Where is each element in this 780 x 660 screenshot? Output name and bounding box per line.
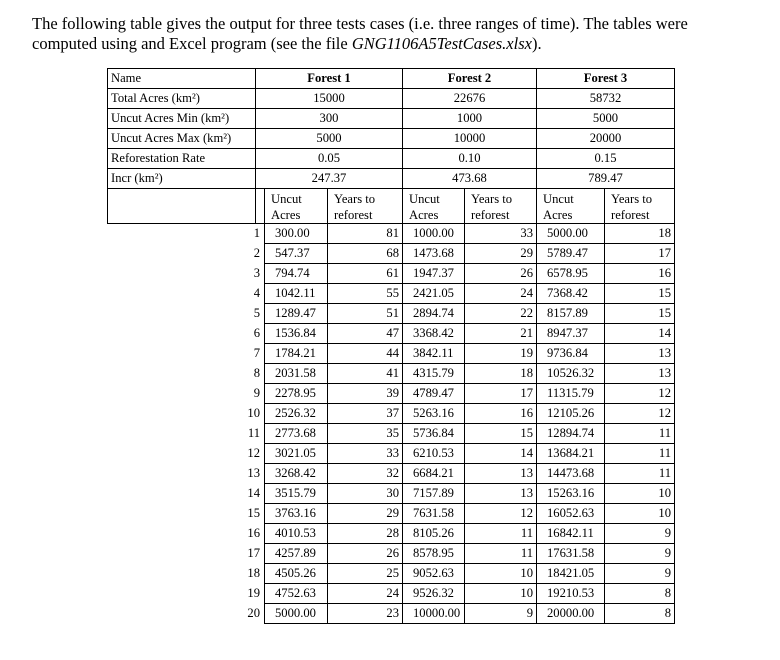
forest-1-param-value: 247.37 bbox=[256, 169, 403, 189]
forest-1-years: 32 bbox=[328, 464, 403, 484]
forest-1-uncut-acres: 3763.16 bbox=[265, 504, 328, 524]
forest-2-years: 24 bbox=[465, 284, 537, 304]
forest-1-years: 24 bbox=[328, 584, 403, 604]
forest-3-param-value: 58732 bbox=[537, 89, 675, 109]
table-row bbox=[108, 264, 675, 284]
subheader-section bbox=[108, 189, 675, 224]
table-row bbox=[108, 244, 675, 264]
forest-3-years: 10 bbox=[605, 504, 675, 524]
table-row bbox=[108, 324, 675, 344]
forest-3-years: 8 bbox=[605, 584, 675, 604]
row-index: 3 bbox=[253, 266, 260, 280]
forest-1-uncut-acres: 4752.63 bbox=[265, 584, 328, 604]
forest-2-years: 13 bbox=[465, 464, 537, 484]
forest-2-uncut-acres: 3368.42 bbox=[403, 324, 465, 344]
forest-1-uncut-acres: 547.37 bbox=[265, 244, 328, 264]
forest-3-uncut-acres-header: Uncut Acres bbox=[537, 189, 605, 224]
forest-3-uncut-acres: 14473.68 bbox=[537, 464, 605, 484]
forest-2-years: 11 bbox=[465, 544, 537, 564]
forest-3-years: 17 bbox=[605, 244, 675, 264]
forest-3-uncut-acres: 19210.53 bbox=[537, 584, 605, 604]
forest-3-years: 9 bbox=[605, 564, 675, 584]
forest-2-years: 29 bbox=[465, 244, 537, 264]
forest-2-years: 9 bbox=[465, 604, 537, 624]
table-row bbox=[108, 304, 675, 324]
forest-1-uncut-acres: 3021.05 bbox=[265, 444, 328, 464]
table-row bbox=[108, 564, 675, 584]
forest-1-uncut-acres: 2773.68 bbox=[265, 424, 328, 444]
forest-1-uncut-acres: 4257.89 bbox=[265, 544, 328, 564]
forest-1-years: 55 bbox=[328, 284, 403, 304]
forest-3-years: 11 bbox=[605, 424, 675, 444]
table-row bbox=[108, 284, 675, 304]
param-label: Uncut Acres Min (km²) bbox=[108, 109, 256, 129]
forest-1-years: 51 bbox=[328, 304, 403, 324]
forest-2-uncut-acres: 2894.74 bbox=[403, 304, 465, 324]
forest-3-years: 16 bbox=[605, 264, 675, 284]
forest-1-years: 41 bbox=[328, 364, 403, 384]
forest-3-param-value: 789.47 bbox=[537, 169, 675, 189]
forest-3-years: 14 bbox=[605, 324, 675, 344]
forest-2-years: 16 bbox=[465, 404, 537, 424]
forest-3-years: 9 bbox=[605, 524, 675, 544]
subheader-index-blank bbox=[256, 189, 265, 224]
forest-1-years: 30 bbox=[328, 484, 403, 504]
forest-2-years: 10 bbox=[465, 564, 537, 584]
parameter-section bbox=[108, 69, 675, 189]
forest-2-years: 14 bbox=[465, 444, 537, 464]
filename: GNG1106A5TestCases.xlsx bbox=[351, 34, 532, 53]
forest-2-years: 15 bbox=[465, 424, 537, 444]
forest-1-uncut-acres-header: Uncut Acres bbox=[265, 189, 328, 224]
forest-3-years: 12 bbox=[605, 404, 675, 424]
forest-2-years: 12 bbox=[465, 504, 537, 524]
forest-1-years: 61 bbox=[328, 264, 403, 284]
forest-3-years: 11 bbox=[605, 464, 675, 484]
forest-2-uncut-acres: 5263.16 bbox=[403, 404, 465, 424]
forest-1-years: 47 bbox=[328, 324, 403, 344]
forest-2-uncut-acres: 2421.05 bbox=[403, 284, 465, 304]
row-index: 4 bbox=[253, 286, 260, 300]
forest-2-years: 22 bbox=[465, 304, 537, 324]
row-index: 1 bbox=[253, 226, 260, 241]
forest-3-uncut-acres: 9736.84 bbox=[537, 344, 605, 364]
forest-2-uncut-acres: 1000.00 bbox=[403, 224, 465, 244]
forest-1-years: 81 bbox=[328, 224, 403, 244]
forest-2-uncut-acres: 10000.00 bbox=[403, 604, 465, 624]
forest-3-years: 15 bbox=[605, 304, 675, 324]
forest-2-years: 19 bbox=[465, 344, 537, 364]
forest-3-uncut-acres: 17631.58 bbox=[537, 544, 605, 564]
forest-2-years: 26 bbox=[465, 264, 537, 284]
forest-1-years: 26 bbox=[328, 544, 403, 564]
param-label: Reforestation Rate bbox=[108, 149, 256, 169]
param-row bbox=[108, 89, 675, 109]
forest-3-uncut-acres: 11315.79 bbox=[537, 384, 605, 404]
forest-2-uncut-acres: 1473.68 bbox=[403, 244, 465, 264]
forest-3-param-value: 0.15 bbox=[537, 149, 675, 169]
forest-1-years: 39 bbox=[328, 384, 403, 404]
forest-2-uncut-acres: 5736.84 bbox=[403, 424, 465, 444]
forest-1-param-value: 300 bbox=[256, 109, 403, 129]
forest-3-years: 8 bbox=[605, 604, 675, 624]
forest-2-param-value: 473.68 bbox=[403, 169, 537, 189]
forest-1-uncut-acres: 1289.47 bbox=[265, 304, 328, 324]
forest-1-years: 29 bbox=[328, 504, 403, 524]
forest-1-uncut-acres: 3268.42 bbox=[265, 464, 328, 484]
forest-3-years: 18 bbox=[605, 224, 675, 244]
param-label: Uncut Acres Max (km²) bbox=[108, 129, 256, 149]
param-row bbox=[108, 169, 675, 189]
forest-3-uncut-acres: 10526.32 bbox=[537, 364, 605, 384]
forest-1-param-value: 5000 bbox=[256, 129, 403, 149]
forest-1-years: 28 bbox=[328, 524, 403, 544]
forest-3-years: 15 bbox=[605, 284, 675, 304]
table-row bbox=[108, 224, 675, 244]
forest-2-years: 11 bbox=[465, 524, 537, 544]
forest-2-uncut-acres: 6684.21 bbox=[403, 464, 465, 484]
forest-3-years: 13 bbox=[605, 344, 675, 364]
forest-1-uncut-acres: 2526.32 bbox=[265, 404, 328, 424]
forest-2-param-value: 10000 bbox=[403, 129, 537, 149]
forest-2-uncut-acres: 4789.47 bbox=[403, 384, 465, 404]
forest-3-years: 13 bbox=[605, 364, 675, 384]
forest-3-uncut-acres: 15263.16 bbox=[537, 484, 605, 504]
forest-3-years-header: Years to reforest bbox=[605, 189, 675, 224]
forest-3-uncut-acres: 16052.63 bbox=[537, 504, 605, 524]
subheader-row bbox=[108, 189, 675, 224]
forest-1-uncut-acres: 2278.95 bbox=[265, 384, 328, 404]
forest-3-uncut-acres: 5000.00 bbox=[537, 224, 605, 244]
forest-1-uncut-acres: 4505.26 bbox=[265, 564, 328, 584]
param-row bbox=[108, 149, 675, 169]
forest-1-years: 68 bbox=[328, 244, 403, 264]
forest-3-uncut-acres: 13684.21 bbox=[537, 444, 605, 464]
row-index: 7 bbox=[253, 346, 260, 360]
forest-2-uncut-acres: 6210.53 bbox=[403, 444, 465, 464]
forest-3-param-value: 5000 bbox=[537, 109, 675, 129]
forest-3-uncut-acres: 12105.26 bbox=[537, 404, 605, 424]
forest-3-uncut-acres: 18421.05 bbox=[537, 564, 605, 584]
subheader-blank bbox=[108, 189, 256, 224]
table-row bbox=[108, 444, 675, 464]
table-row bbox=[108, 504, 675, 524]
row-index: 2 bbox=[253, 246, 260, 260]
param-label: Total Acres (km²) bbox=[108, 89, 256, 109]
row-index: 16 bbox=[247, 526, 260, 540]
param-label: Incr (km²) bbox=[108, 169, 256, 189]
forest-3-uncut-acres: 5789.47 bbox=[537, 244, 605, 264]
forest-1-uncut-acres: 1042.11 bbox=[265, 284, 328, 304]
forest-1-uncut-acres: 3515.79 bbox=[265, 484, 328, 504]
forest-3-uncut-acres: 6578.95 bbox=[537, 264, 605, 284]
forest-2-years-header: Years to reforest bbox=[465, 189, 537, 224]
row-index: 10 bbox=[247, 406, 260, 420]
forest-1-uncut-acres: 1536.84 bbox=[265, 324, 328, 344]
forest-2-uncut-acres: 8105.26 bbox=[403, 524, 465, 544]
results-table bbox=[107, 68, 675, 624]
forest-1-uncut-acres: 1784.21 bbox=[265, 344, 328, 364]
forest-1-years: 44 bbox=[328, 344, 403, 364]
name-header: Name bbox=[108, 69, 256, 89]
row-index: 6 bbox=[253, 326, 260, 340]
table-row bbox=[108, 424, 675, 444]
forest-2-uncut-acres: 7631.58 bbox=[403, 504, 465, 524]
table-row bbox=[108, 604, 675, 624]
row-index: 12 bbox=[247, 446, 260, 460]
forest-1-param-value: 15000 bbox=[256, 89, 403, 109]
row-index: 8 bbox=[253, 366, 260, 380]
forest-2-param-value: 0.10 bbox=[403, 149, 537, 169]
row-index: 11 bbox=[247, 426, 260, 440]
forest-2-header: Forest 2 bbox=[403, 69, 537, 89]
forest-3-years: 11 bbox=[605, 444, 675, 464]
table-row bbox=[108, 544, 675, 564]
table-row bbox=[108, 344, 675, 364]
forest-2-param-value: 22676 bbox=[403, 89, 537, 109]
table-row bbox=[108, 384, 675, 404]
forest-3-years: 12 bbox=[605, 384, 675, 404]
forest-3-years: 9 bbox=[605, 544, 675, 564]
forest-1-years-header: Years to reforest bbox=[328, 189, 403, 224]
forest-2-uncut-acres: 4315.79 bbox=[403, 364, 465, 384]
forest-2-years: 21 bbox=[465, 324, 537, 344]
forest-2-years: 17 bbox=[465, 384, 537, 404]
forest-1-years: 25 bbox=[328, 564, 403, 584]
forest-1-uncut-acres: 300.00 bbox=[265, 224, 328, 244]
table-row bbox=[108, 584, 675, 604]
intro-line-1: The following table gives the output for three tests cases (i.e. three ranges of time). The tables were bbox=[32, 14, 688, 33]
table-row bbox=[108, 524, 675, 544]
forest-2-years: 33 bbox=[465, 224, 537, 244]
forest-2-uncut-acres: 9526.32 bbox=[403, 584, 465, 604]
intro-paragraph bbox=[32, 14, 752, 54]
forest-3-param-value: 20000 bbox=[537, 129, 675, 149]
row-index: 20 bbox=[247, 606, 260, 620]
forest-1-uncut-acres: 2031.58 bbox=[265, 364, 328, 384]
row-index: 14 bbox=[247, 486, 260, 500]
row-index: 19 bbox=[247, 586, 260, 600]
forest-1-uncut-acres: 5000.00 bbox=[265, 604, 328, 624]
forest-2-uncut-acres: 3842.11 bbox=[403, 344, 465, 364]
forest-3-uncut-acres: 16842.11 bbox=[537, 524, 605, 544]
forest-3-uncut-acres: 20000.00 bbox=[537, 604, 605, 624]
intro-line-2-suffix: ). bbox=[531, 34, 542, 53]
row-index: 15 bbox=[247, 506, 260, 520]
forest-2-years: 10 bbox=[465, 584, 537, 604]
forest-2-uncut-acres-header: Uncut Acres bbox=[403, 189, 465, 224]
forest-2-uncut-acres: 9052.63 bbox=[403, 564, 465, 584]
forest-2-uncut-acres: 8578.95 bbox=[403, 544, 465, 564]
forest-1-uncut-acres: 794.74 bbox=[265, 264, 328, 284]
forest-1-years: 35 bbox=[328, 424, 403, 444]
param-row bbox=[108, 129, 675, 149]
row-index: 5 bbox=[253, 306, 260, 320]
forest-1-years: 37 bbox=[328, 404, 403, 424]
table-row bbox=[108, 404, 675, 424]
results-section bbox=[108, 224, 675, 624]
row-index: 17 bbox=[247, 546, 260, 560]
table-row bbox=[108, 484, 675, 504]
forest-1-param-value: 0.05 bbox=[256, 149, 403, 169]
row-index: 9 bbox=[253, 386, 260, 400]
forest-1-years: 33 bbox=[328, 444, 403, 464]
intro-line-2-prefix: computed using and Excel program (see the file bbox=[32, 34, 352, 53]
forest-2-years: 13 bbox=[465, 484, 537, 504]
forest-3-years: 10 bbox=[605, 484, 675, 504]
forest-1-uncut-acres: 4010.53 bbox=[265, 524, 328, 544]
forest-2-param-value: 1000 bbox=[403, 109, 537, 129]
forest-3-uncut-acres: 8947.37 bbox=[537, 324, 605, 344]
forest-3-uncut-acres: 8157.89 bbox=[537, 304, 605, 324]
row-index: 18 bbox=[247, 566, 260, 580]
forest-1-header: Forest 1 bbox=[256, 69, 403, 89]
forest-3-uncut-acres: 12894.74 bbox=[537, 424, 605, 444]
forest-2-years: 18 bbox=[465, 364, 537, 384]
table-row bbox=[108, 464, 675, 484]
table-row bbox=[108, 364, 675, 384]
row-index: 13 bbox=[247, 466, 260, 480]
forest-3-header: Forest 3 bbox=[537, 69, 675, 89]
forest-2-uncut-acres: 1947.37 bbox=[403, 264, 465, 284]
forest-3-uncut-acres: 7368.42 bbox=[537, 284, 605, 304]
param-row bbox=[108, 109, 675, 129]
header-row bbox=[108, 69, 675, 89]
forest-1-years: 23 bbox=[328, 604, 403, 624]
forest-2-uncut-acres: 7157.89 bbox=[403, 484, 465, 504]
